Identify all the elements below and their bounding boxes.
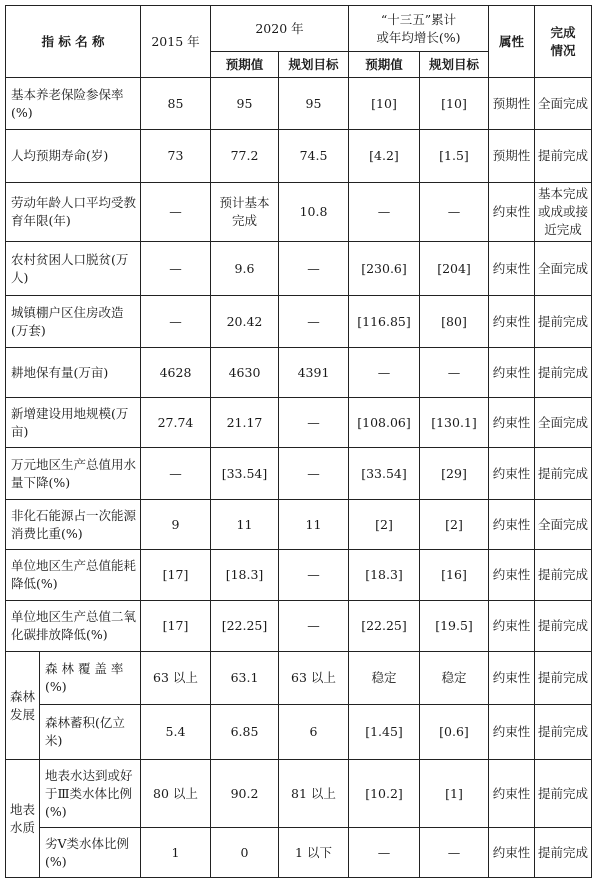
expected-2020: [22.25]	[211, 601, 279, 652]
target-cumulative: —	[420, 348, 489, 398]
value-2015: [17]	[141, 601, 211, 652]
header-completion-line1: 完成	[550, 24, 576, 40]
value-2015: 85	[141, 78, 211, 130]
indicator-name: 劣Ⅴ类水体比例(%)	[40, 828, 141, 878]
target-2020: 4391	[279, 348, 349, 398]
expected-cumulative: [108.06]	[349, 398, 420, 448]
expected-cumulative: —	[349, 828, 420, 878]
target-2020: 1 以下	[279, 828, 349, 878]
target-2020: 11	[279, 500, 349, 550]
expected-cumulative: [10.2]	[349, 760, 420, 828]
expected-2020: 预计基本完成	[211, 183, 279, 242]
expected-2020: [33.54]	[211, 448, 279, 500]
value-2015: 73	[141, 130, 211, 183]
completion-status: 提前完成	[535, 652, 592, 705]
header-attribute: 属性	[489, 6, 535, 78]
expected-2020: 77.2	[211, 130, 279, 183]
completion-status: 全面完成	[535, 398, 592, 448]
header-indicator: 指 标 名 称	[6, 6, 141, 78]
expected-2020: 11	[211, 500, 279, 550]
attribute: 预期性	[489, 78, 535, 130]
target-2020: 81 以上	[279, 760, 349, 828]
table-row	[6, 183, 592, 242]
value-2015: —	[141, 448, 211, 500]
completion-status: 提前完成	[535, 448, 592, 500]
expected-2020: 9.6	[211, 242, 279, 296]
attribute: 约束性	[489, 398, 535, 448]
header-completion-line2: 情况	[550, 42, 576, 58]
target-cumulative: [16]	[420, 550, 489, 601]
indicator-name: 农村贫困人口脱贫(万人)	[6, 242, 141, 296]
header-2020-expected: 预期值	[211, 52, 279, 78]
attribute: 约束性	[489, 242, 535, 296]
header-cum-target: 规划目标	[420, 52, 489, 78]
expected-cumulative: [116.85]	[349, 296, 420, 348]
header-2020: 2020 年	[211, 6, 349, 52]
value-2015: [17]	[141, 550, 211, 601]
target-cumulative: [80]	[420, 296, 489, 348]
target-cumulative: [1.5]	[420, 130, 489, 183]
table-row	[6, 760, 592, 828]
attribute: 约束性	[489, 828, 535, 878]
indicator-name: 地表水达到或好于Ⅲ类水体比例(%)	[40, 760, 141, 828]
target-2020: 10.8	[279, 183, 349, 242]
expected-cumulative: [1.45]	[349, 705, 420, 760]
completion-status: 提前完成	[535, 348, 592, 398]
attribute: 约束性	[489, 500, 535, 550]
target-2020: —	[279, 448, 349, 500]
completion-status: 提前完成	[535, 705, 592, 760]
expected-2020: 4630	[211, 348, 279, 398]
table-row	[6, 448, 592, 500]
indicator-name: 耕地保有量(万亩)	[6, 348, 141, 398]
target-2020: 6	[279, 705, 349, 760]
target-cumulative: [29]	[420, 448, 489, 500]
target-2020: —	[279, 296, 349, 348]
header-2015: 2015 年	[141, 6, 211, 78]
indicator-table-wrapper	[5, 5, 592, 878]
indicator-name: 城镇棚户区住房改造(万套)	[6, 296, 141, 348]
header-row-1	[6, 6, 592, 52]
attribute: 约束性	[489, 296, 535, 348]
attribute: 预期性	[489, 130, 535, 183]
group-label-water: 地表水质	[6, 760, 40, 878]
target-2020: —	[279, 550, 349, 601]
target-2020: —	[279, 398, 349, 448]
target-cumulative: [19.5]	[420, 601, 489, 652]
expected-cumulative: [10]	[349, 78, 420, 130]
indicator-name: 单位地区生产总值能耗降低(%)	[6, 550, 141, 601]
table-row	[6, 130, 592, 183]
expected-2020: 0	[211, 828, 279, 878]
value-2015: 63 以上	[141, 652, 211, 705]
indicator-table	[5, 5, 592, 878]
indicator-name: 劳动年龄人口平均受教育年限(年)	[6, 183, 141, 242]
table-row	[6, 550, 592, 601]
expected-cumulative: —	[349, 348, 420, 398]
value-2015: 5.4	[141, 705, 211, 760]
value-2015: 80 以上	[141, 760, 211, 828]
table-row	[6, 500, 592, 550]
header-completion	[535, 6, 592, 78]
attribute: 约束性	[489, 183, 535, 242]
target-cumulative: —	[420, 183, 489, 242]
completion-status: 提前完成	[535, 760, 592, 828]
table-row	[6, 242, 592, 296]
expected-2020: 63.1	[211, 652, 279, 705]
expected-cumulative: [33.54]	[349, 448, 420, 500]
attribute: 约束性	[489, 448, 535, 500]
expected-cumulative: [22.25]	[349, 601, 420, 652]
target-cumulative: [204]	[420, 242, 489, 296]
value-2015: —	[141, 242, 211, 296]
expected-2020: 6.85	[211, 705, 279, 760]
value-2015: 4628	[141, 348, 211, 398]
expected-2020: 20.42	[211, 296, 279, 348]
completion-status: 提前完成	[535, 550, 592, 601]
attribute: 约束性	[489, 652, 535, 705]
table-row	[6, 78, 592, 130]
expected-cumulative: [4.2]	[349, 130, 420, 183]
expected-2020: 90.2	[211, 760, 279, 828]
indicator-name: 单位地区生产总值二氧化碳排放降低(%)	[6, 601, 141, 652]
target-2020: 63 以上	[279, 652, 349, 705]
table-row	[6, 652, 592, 705]
completion-status: 提前完成	[535, 296, 592, 348]
target-cumulative: [10]	[420, 78, 489, 130]
header-2020-target: 规划目标	[279, 52, 349, 78]
target-cumulative: 稳定	[420, 652, 489, 705]
indicator-name: 非化石能源占一次能源消费比重(%)	[6, 500, 141, 550]
indicator-name: 万元地区生产总值用水量下降(%)	[6, 448, 141, 500]
value-2015: 9	[141, 500, 211, 550]
target-2020: 74.5	[279, 130, 349, 183]
attribute: 约束性	[489, 760, 535, 828]
completion-status: 全面完成	[535, 500, 592, 550]
header-cum-expected: 预期值	[349, 52, 420, 78]
target-cumulative: [2]	[420, 500, 489, 550]
completion-status: 提前完成	[535, 601, 592, 652]
indicator-name: 森林蓄积(亿立米)	[40, 705, 141, 760]
expected-cumulative: —	[349, 183, 420, 242]
table-row	[6, 296, 592, 348]
table-row	[6, 705, 592, 760]
target-cumulative: [130.1]	[420, 398, 489, 448]
expected-2020: 95	[211, 78, 279, 130]
target-2020: 95	[279, 78, 349, 130]
attribute: 约束性	[489, 550, 535, 601]
target-2020: —	[279, 601, 349, 652]
completion-status: 提前完成	[535, 130, 592, 183]
attribute: 约束性	[489, 348, 535, 398]
attribute: 约束性	[489, 705, 535, 760]
expected-cumulative: [2]	[349, 500, 420, 550]
table-row	[6, 348, 592, 398]
value-2015: —	[141, 183, 211, 242]
indicator-name: 基本养老保险参保率(%)	[6, 78, 141, 130]
value-2015: 1	[141, 828, 211, 878]
table-row	[6, 398, 592, 448]
table-row	[6, 601, 592, 652]
completion-status: 全面完成	[535, 242, 592, 296]
completion-status: 提前完成	[535, 828, 592, 878]
expected-2020: [18.3]	[211, 550, 279, 601]
target-cumulative: —	[420, 828, 489, 878]
target-cumulative: [0.6]	[420, 705, 489, 760]
indicator-name: 新增建设用地规模(万亩)	[6, 398, 141, 448]
target-2020: —	[279, 242, 349, 296]
completion-status: 全面完成	[535, 78, 592, 130]
table-row	[6, 828, 592, 878]
header-cumulative	[349, 6, 489, 52]
completion-status: 基本完成或成或接近完成	[535, 183, 592, 242]
value-2015: —	[141, 296, 211, 348]
group-label-forest: 森林发展	[6, 652, 40, 760]
attribute: 约束性	[489, 601, 535, 652]
expected-cumulative: [18.3]	[349, 550, 420, 601]
header-cumulative-line2: 或年均增长(%)	[376, 29, 461, 45]
target-cumulative: [1]	[420, 760, 489, 828]
indicator-name: 人均预期寿命(岁)	[6, 130, 141, 183]
expected-cumulative: [230.6]	[349, 242, 420, 296]
expected-2020: 21.17	[211, 398, 279, 448]
header-cumulative-line1: “十三五”累计	[380, 11, 457, 27]
indicator-name: 森 林 覆 盖 率(%)	[40, 652, 141, 705]
value-2015: 27.74	[141, 398, 211, 448]
expected-cumulative: 稳定	[349, 652, 420, 705]
